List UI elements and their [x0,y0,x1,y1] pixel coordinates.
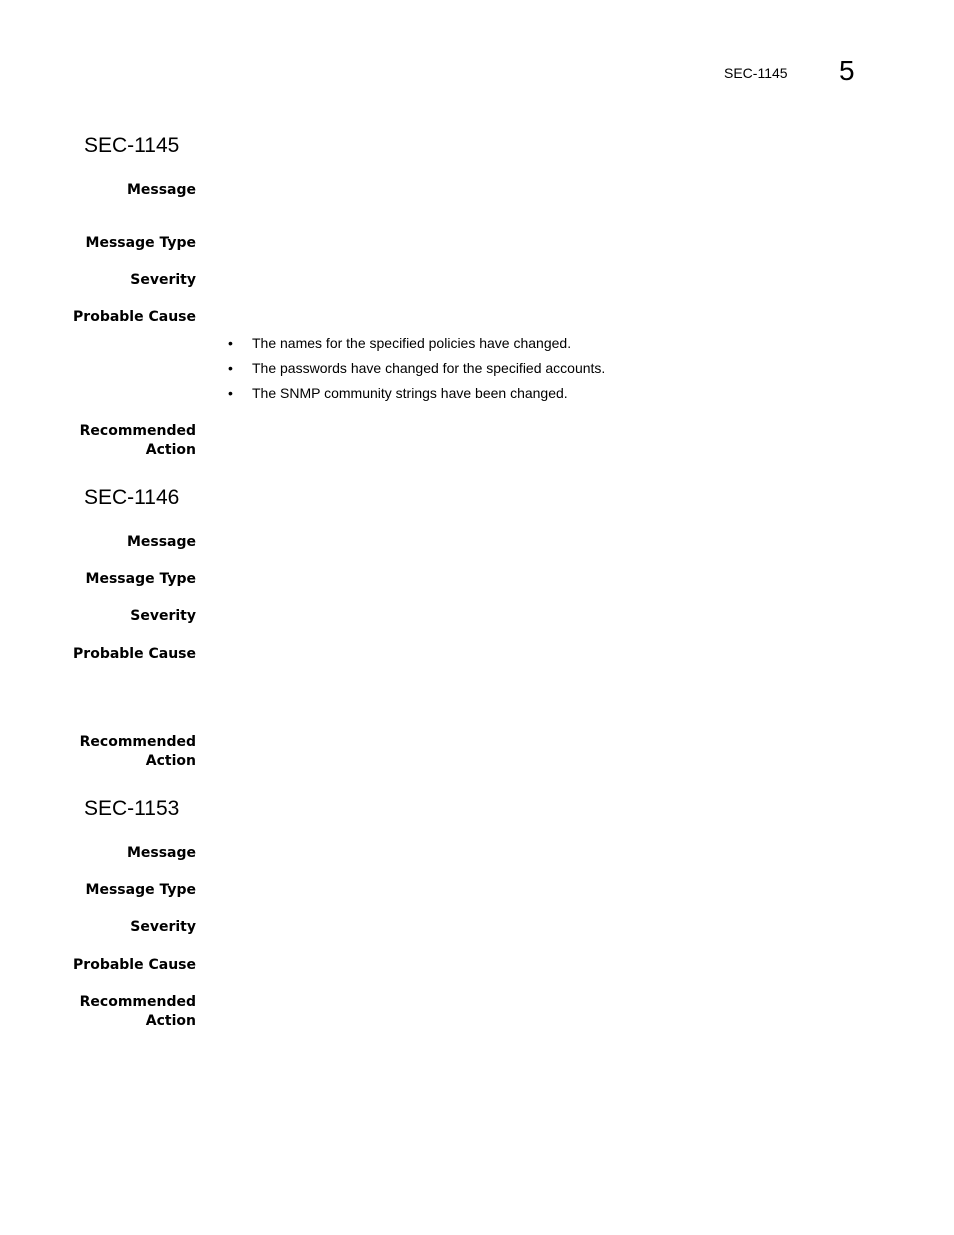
label-recommended: Recommended [79,423,196,439]
label-action: Action [145,1013,196,1029]
section-title-sec-1153: SEC-1153 [84,797,180,820]
label-action: Action [145,442,196,458]
bullet-icon: • [228,335,233,351]
label-severity: Severity [130,272,196,288]
label-message-type: Message Type [85,235,196,251]
label-action: Action [145,753,196,769]
label-message-type: Message Type [85,882,196,898]
label-probable-cause: Probable Cause [73,957,196,973]
section-title-sec-1146: SEC-1146 [84,486,180,509]
label-message: Message [126,845,196,861]
label-severity: Severity [130,919,196,935]
label-message: Message [126,182,196,198]
label-recommended: Recommended [79,734,196,750]
bullet-text: The names for the specified policies have changed. [252,335,572,351]
label-message: Message [126,534,196,550]
running-header-title: SEC-1145 [724,65,788,81]
bullet-icon: • [228,385,233,401]
label-severity: Severity [130,608,196,624]
label-probable-cause: Probable Cause [73,309,196,325]
label-probable-cause: Probable Cause [73,646,196,662]
label-message-type: Message Type [85,571,196,587]
bullet-icon: • [228,360,233,376]
label-recommended: Recommended [79,994,196,1010]
section-title-sec-1145: SEC-1145 [84,134,180,157]
chapter-number: 5 [839,55,855,86]
bullet-text: The SNMP community strings have been changed. [252,385,568,401]
list-item [228,384,828,404]
bullet-text: The passwords have changed for the specified accounts. [252,360,606,376]
list-item [228,359,828,379]
list-item [228,334,828,354]
